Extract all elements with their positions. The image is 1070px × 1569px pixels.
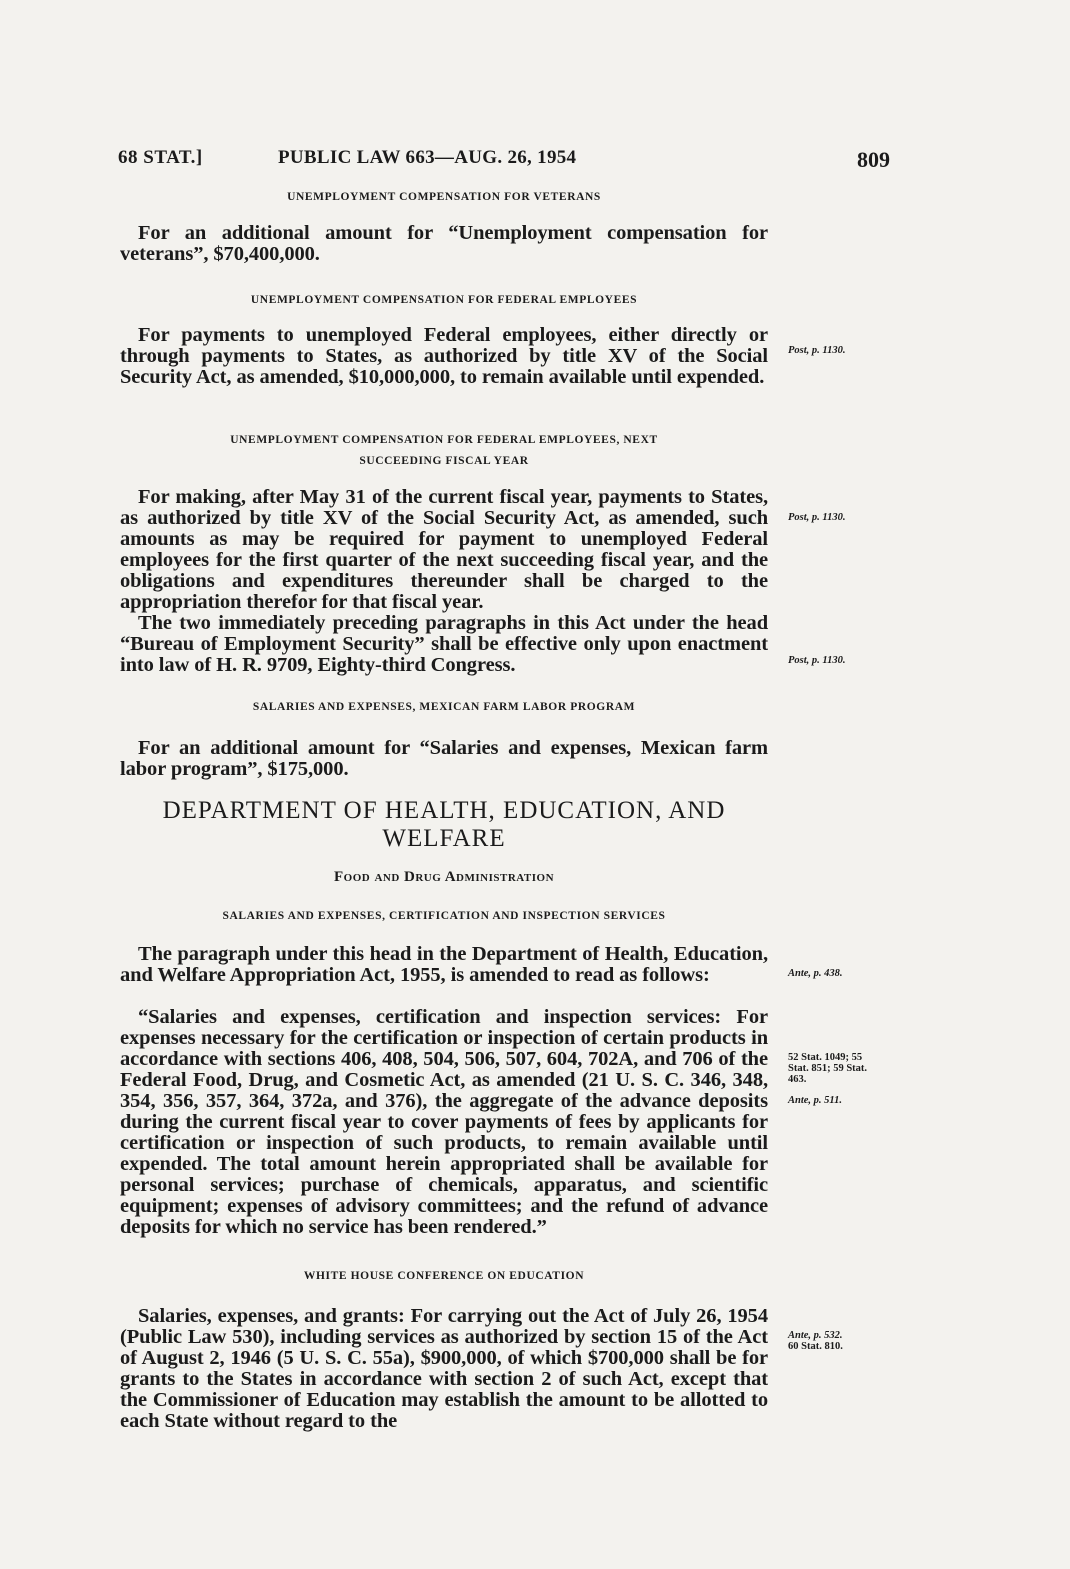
margin-note-4: Ante, p. 438. <box>788 968 843 979</box>
law-title: PUBLIC LAW 663—AUG. 26, 1954 <box>278 147 577 168</box>
paragraph-effective-clause: The two immediately preceding paragraphs in this Act under the head “Bureau of Employment Security” shall be effective only upon enactment into law of H. R. 9709, Eighty-third Congress. <box>120 612 768 676</box>
department-title-line1: DEPARTMENT OF HEALTH, EDUCATION, AND <box>162 797 726 824</box>
section-heading-federal-employees: UNEMPLOYMENT COMPENSATION FOR FEDERAL EMPLOYEES <box>250 294 638 306</box>
section-heading-next-fiscal-year-line2: SUCCEEDING FISCAL YEAR <box>359 455 529 467</box>
margin-note-5: 52 Stat. 1049; 55 Stat. 851; 59 Stat. 463. <box>788 1052 868 1085</box>
running-header <box>118 147 890 173</box>
section-heading-white-house-conference: WHITE HOUSE CONFERENCE ON EDUCATION <box>303 1270 585 1282</box>
section-heading-mexican-farm-labor: SALARIES AND EXPENSES, MEXICAN FARM LABOR PROGRAM <box>252 701 636 713</box>
section-heading-next-fiscal-year-line1: UNEMPLOYMENT COMPENSATION FOR FEDERAL EMPLOYEES, NEXT <box>230 434 658 446</box>
agency-title: Food and Drug Administration <box>333 869 555 885</box>
paragraph-certification-services: “Salaries and expenses, certification and inspection services: For expenses necessary for the certification or inspection of certain products in accordance with sections 406, 408, 504, 506, 507, 604, 702A, and 706 of the Federal Food, Drug, and Cosmetic Act, as amended (21 U. S. C. 346, 348, 354, 356, 357, 364, 372a, and 376), the aggregate of the advance deposits during the current fiscal year to cover payments of fees by applicants for certification or inspection of such products, to remain available until expended. The total amount herein appropriated shall be available for personal services; purchase of chemicals, apparatus, and scientific equipment; expenses of advisory committees; and the refund of advance deposits for which no service has been rendered.” <box>120 1006 768 1238</box>
paragraph-amendment-intro: The paragraph under this head in the Department of Health, Education, and Welfare Appropriation Act, 1955, is amended to read as follows: <box>120 943 768 986</box>
margin-note-3: Post, p. 1130. <box>788 655 846 666</box>
section-heading-certification: SALARIES AND EXPENSES, CERTIFICATION AND INSPECTION SERVICES <box>222 910 666 922</box>
margin-note-7: Ante, p. 532. 60 Stat. 810. <box>788 1330 843 1352</box>
paragraph-next-fiscal-year: For making, after May 31 of the current fiscal year, payments to States, as authorized by title XV of the Social Security Act, as amended, such amounts as may be required for payment to unemployed Federal employees for the first quarter of the next succeeding fiscal year, and the obligations and expenditures thereunder shall be charged to the appropriation therefor for that fiscal year. <box>120 486 768 613</box>
margin-note-6: Ante, p. 511. <box>788 1095 842 1106</box>
section-heading-veterans: UNEMPLOYMENT COMPENSATION FOR VETERANS <box>287 191 601 203</box>
paragraph-mexican-farm-labor: For an additional amount for “Salaries and expenses, Mexican farm labor program”, $175,000. <box>120 737 768 780</box>
paragraph-federal-employees: For payments to unemployed Federal employees, either directly or through payments to States, as authorized by title XV of the Social Security Act, as amended, $10,000,000, to remain available until expended. <box>120 324 768 388</box>
department-title-line2: WELFARE <box>382 825 506 852</box>
margin-note-1: Post, p. 1130. <box>788 345 846 356</box>
page-number: 809 <box>857 147 890 172</box>
margin-note-2: Post, p. 1130. <box>788 512 846 523</box>
paragraph-veterans: For an additional amount for “Unemployment compensation for veterans”, $70,400,000. <box>120 222 768 265</box>
paragraph-white-house-conference: Salaries, expenses, and grants: For carrying out the Act of July 26, 1954 (Public Law 530), including services as authorized by section 15 of the Act of August 2, 1946 (5 U. S. C. 55a), $900,000, of which $700,000 shall be for grants to the States in accordance with section 2 of such Act, except that the Commissioner of Education may establish the amount to be allotted to each State without regard to the <box>120 1305 768 1432</box>
volume-reference: 68 STAT.] <box>118 147 203 168</box>
